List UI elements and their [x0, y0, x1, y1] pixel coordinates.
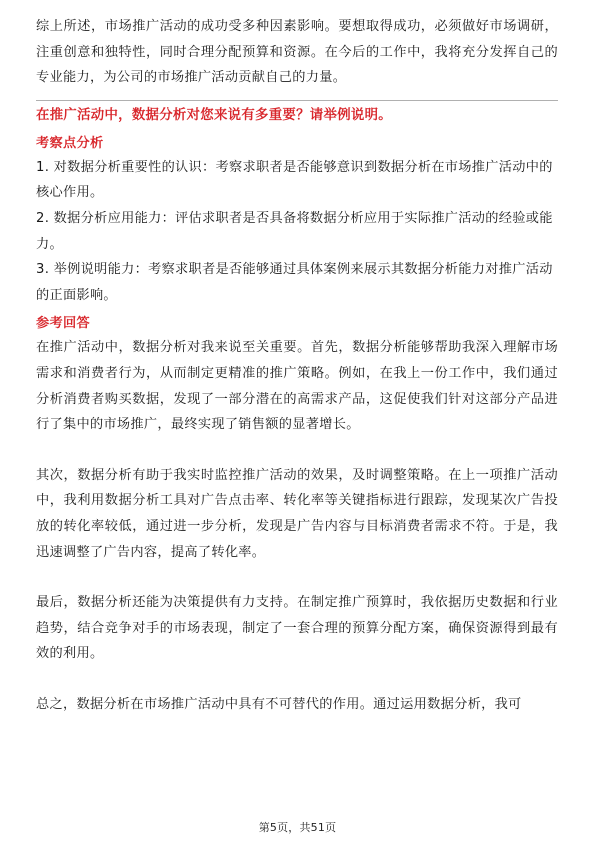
question-heading: 在推广活动中，数据分析对您来说有多重要？请举例说明。: [36, 107, 392, 123]
analysis-label: 考察点分析: [36, 135, 104, 151]
answer-paragraph: 在推广活动中，数据分析对我来说至关重要。首先，数据分析能够帮助我深入理解市场需求和消费者行为，从而制定更精准的推广策略。例如，在我上一份工作中，我们通过分析消费者购买数据，发现了一部分潜在的高需求产品，这促使我们针对这部分产品进行了集中的市场推广，最终实现了销售额的显著增长。: [36, 340, 558, 433]
page-content: [36, 14, 558, 717]
analysis-item: 1. 对数据分析重要性的认识：考察求职者是否能够意识到数据分析在市场推广活动中的核心作用。: [36, 159, 553, 201]
answer-paragraph: 总之，数据分析在市场推广活动中具有不可替代的作用。通过运用数据分析，我可: [36, 696, 522, 712]
spacer: [36, 438, 558, 463]
analysis-item: 2. 数据分析应用能力：评估求职者是否具备将数据分析应用于实际推广活动的经验或能力。: [36, 210, 553, 252]
answer-paragraph: 其次，数据分析有助于我实时监控推广活动的效果，及时调整策略。在上一项推广活动中，我利用数据分析工具对广告点击率、转化率等关键指标进行跟踪，发现某次广告投放的转化率较低，通过进一步分析，发现是广告内容与目标消费者需求不符。于是，我迅速调整了广告内容，提高了转化率。: [36, 467, 558, 560]
answer-label: 参考回答: [36, 316, 90, 332]
section-divider: [36, 100, 558, 101]
analysis-item: 3. 举例说明能力：考察求职者是否能够通过具体案例来展示其数据分析能力对推广活动的正面影响。: [36, 262, 553, 303]
spacer: [36, 667, 558, 692]
spacer: [36, 565, 558, 590]
intro-paragraph: 综上所述，市场推广活动的成功受多种因素影响。要想取得成功，必须做好市场调研，注重创意和独特性，同时合理分配预算和资源。在今后的工作中，我将充分发挥自己的专业能力，为公司的市场推广活动贡献自己的力量。: [36, 19, 558, 86]
page-number-footer: 第5页，共51页: [258, 821, 337, 834]
answer-paragraph: 最后，数据分析还能为决策提供有力支持。在制定推广预算时，我依据历史数据和行业趋势，结合竞争对手的市场表现，制定了一套合理的预算分配方案，确保资源得到最有效的利用。: [36, 595, 558, 662]
